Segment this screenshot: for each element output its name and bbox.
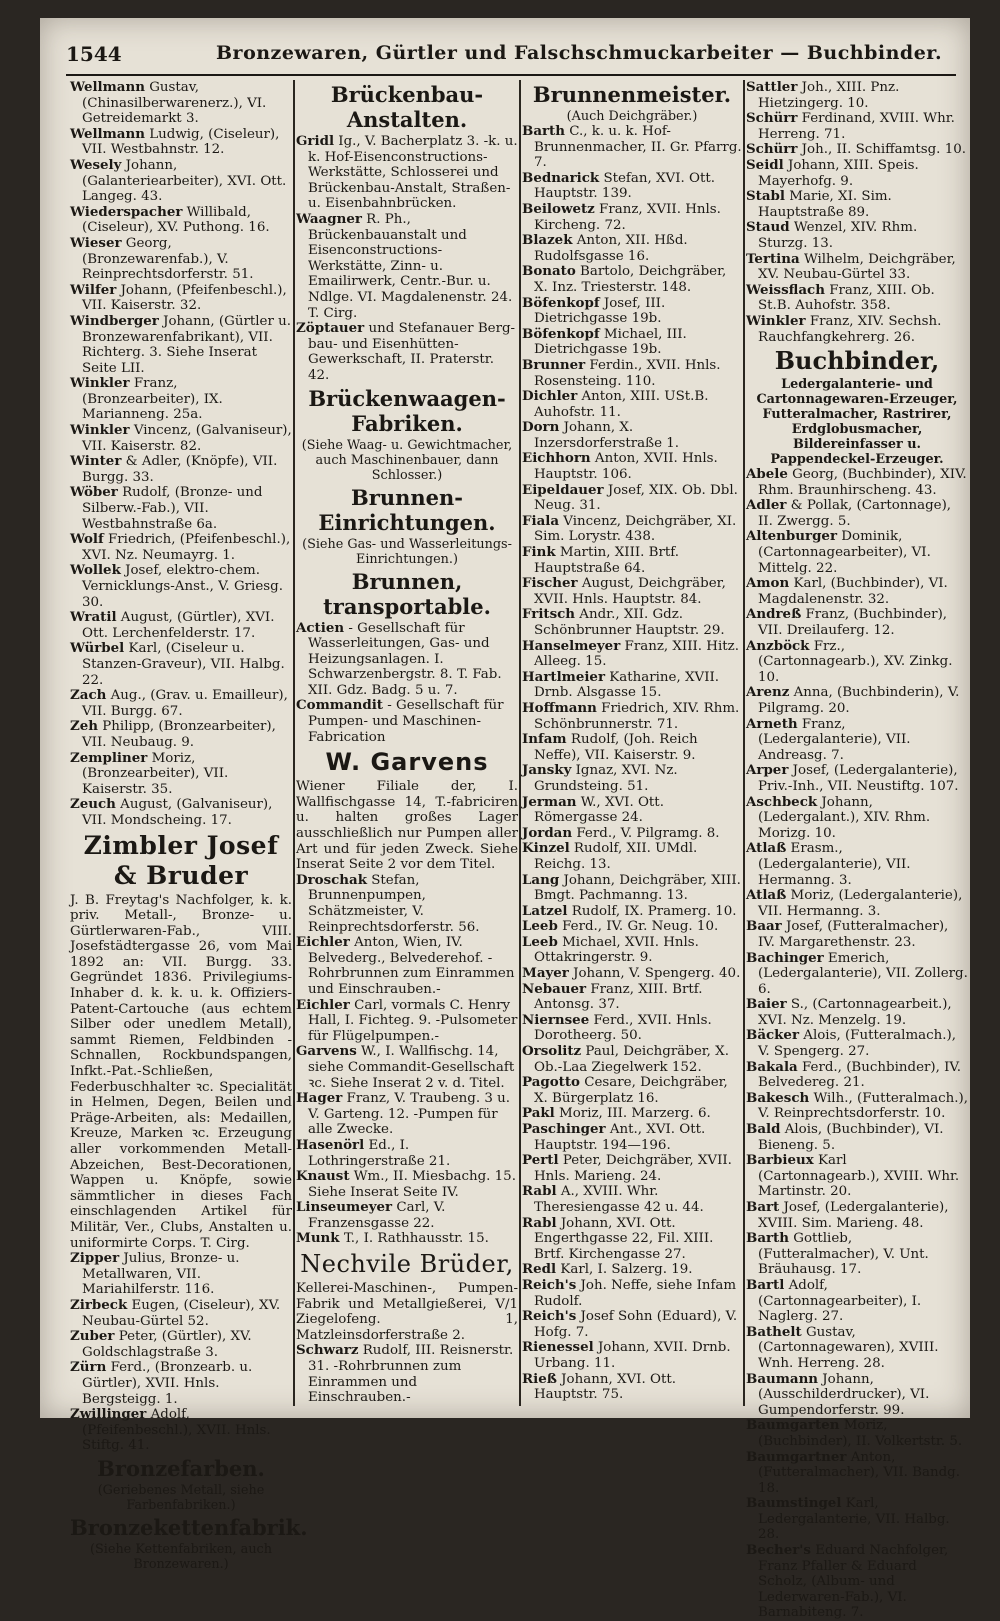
directory-entry: Munk T., I. Rathhausstr. 15. bbox=[296, 1230, 489, 1247]
directory-entry: Rienessel Johann, XVII. Drnb. Urbang. 11. bbox=[522, 1339, 731, 1371]
directory-entry: Baumgartner Anton, (Futteralmacher), VII. Bandg. 18. bbox=[746, 1448, 960, 1496]
section-heading: Brunnen, transportable. bbox=[323, 568, 491, 619]
directory-entry: Aschbeck Johann, (Ledergalant.), XIV. Rhm. Morizg. 10. bbox=[746, 793, 931, 841]
directory-entry: Wellmann Ludwig, (Ciseleur), VII. Westbahnstr. 12. bbox=[70, 125, 280, 158]
directory-entry: Waagner R. Ph., Brückenbauanstalt und Eisenconstructions-Werkstätte, Zinn- u. Emailirwerk, Centr.-Bur. u. Ndlge. VI. Magdalenenstr. 24. T. Cirg. bbox=[296, 210, 513, 321]
directory-entry: Schürr Ferdinand, XVIII. Whr. Herreng. 71. bbox=[746, 110, 955, 142]
directory-entry: Blazek Anton, XII. Hßd. Rudolfsgasse 16. bbox=[522, 232, 688, 264]
directory-entry: Barth C., k. u. k. Hof-Brunnenmacher, II. Gr. Pfarrg. 7. bbox=[522, 123, 742, 171]
directory-entry: Infam Rudolf, (Joh. Reich Neffe), VII. Kaiserstr. 9. bbox=[522, 731, 698, 763]
cross-reference-note: (Geriebenes Metall, siehe Farbenfabriken.) bbox=[97, 1482, 265, 1513]
directory-entry: Wiederspacher Willibald, (Ciseleur), XV. Puthong. 16. bbox=[70, 203, 270, 236]
column-divider bbox=[743, 80, 745, 1406]
directory-entry: Bachinger Emerich, (Ledergalanterie), VII. Zollerg. 6. bbox=[746, 949, 968, 997]
directory-entry: Zempliner Moriz, (Bronzearbeiter), VII. Kaiserstr. 35. bbox=[70, 749, 229, 797]
directory-entry: Baier S., (Cartonnagearbeit.), XVI. Nz. Menzelg. 19. bbox=[746, 996, 952, 1028]
directory-entry: Zeh Philipp, (Bronzearbeiter), VII. Neubaug. 9. bbox=[70, 718, 276, 750]
directory-entry: Rabl Johann, XVI. Ott. Engerthgasse 22, Fil. XIII. Brtf. Kirchengasse 27. bbox=[522, 1214, 714, 1262]
directory-entry: Hasenörl Ed., I. Lothringerstraße 21. bbox=[296, 1136, 451, 1169]
directory-entry: Paschinger Ant., XVI. Ott. Hauptstr. 194—196. bbox=[522, 1121, 706, 1153]
directory-entry: Würbel Karl, (Ciseleur u. Stanzen-Graveur), VII. Halbg. 22. bbox=[70, 640, 285, 688]
directory-entry: Reich's Joh. Neffe, siehe Infam Rudolf. bbox=[522, 1276, 737, 1309]
directory-entry: Wesely Johann, (Galanteriearbeiter), XVI. Ott. Langeg. 43. bbox=[70, 156, 287, 205]
directory-entry: Wöber Rudolf, (Bronze- und Silberw.-Fab.), VII. Westbahnstraße 6a. bbox=[70, 484, 263, 532]
directory-entry: Winkler Franz, XIV. Sechsh. Rauchfangkehrerg. 26. bbox=[746, 312, 942, 345]
directory-entry: Zirbeck Eugen, (Ciseleur), XV. Neubau-Gürtel 52. bbox=[70, 1296, 281, 1329]
directory-entry: Zipper Julius, Bronze- u. Metallwaren, VII. Mariahilferstr. 116. bbox=[70, 1250, 240, 1298]
directory-entry: Jordan Ferd., V. Pilgramg. 8. bbox=[522, 824, 720, 841]
directory-entry: Bart Josef, (Ledergalanterie), XVIII. Sim. Marieng. 48. bbox=[746, 1199, 949, 1231]
section-heading: Brückenwaagen-Fabriken. bbox=[308, 385, 506, 436]
directory-entry: Rieß Johann, XVI. Ott. Hauptstr. 75. bbox=[522, 1370, 676, 1403]
directory-entry: Mayer Johann, V. Spengerg. 40. bbox=[522, 965, 741, 982]
directory-entry: Hanselmeyer Franz, XIII. Hitz. Alleeg. 15. bbox=[522, 637, 739, 670]
directory-entry: Windberger Johann, (Gürtler u. Bronzewarenfabrikant), VII. Richterg. 3. Siehe Inserat Seite LII. bbox=[70, 312, 292, 376]
section-heading: Buchbinder, bbox=[774, 346, 940, 376]
directory-entry: Pagotto Cesare, Deichgräber, X. Bürgerplatz 16. bbox=[522, 1074, 728, 1106]
directory-entry: Nebauer Franz, XIII. Brtf. Antonsg. 37. bbox=[522, 980, 703, 1013]
directory-entry: Eipeldauer Josef, XIX. Ob. Dbl. Neug. 31. bbox=[522, 481, 738, 514]
directory-entry: Winkler Vincenz, (Galvaniseur), VII. Kaiserstr. 82. bbox=[70, 422, 292, 454]
directory-entry: Andreß Franz, (Buchbinder), VII. Dreilauferg. 12. bbox=[746, 606, 948, 639]
directory-entry: Dichler Anton, XIII. USt.B. Auhofstr. 11. bbox=[522, 388, 709, 420]
directory-entry: Brunner Ferdin., XVII. Hnls. Rosensteing. 110. bbox=[522, 356, 721, 389]
directory-entry: Anzböck Frz., (Cartonnagearb.), XV. Zinkg. 10. bbox=[746, 637, 953, 685]
directory-entry: Abele Georg, (Buchbinder), XIV. Rhm. Braunhirscheng. 43. bbox=[746, 466, 967, 498]
directory-entry: Sattler Joh., XIII. Pnz. Hietzingerg. 10. bbox=[746, 79, 900, 111]
advertisement-text: J. B. Freytag's Nachfolger, k. k. priv. Metall-, Bronze- u. Gürtlerwaren-Fab., VIII. Josefstädtergasse 26, vom Mai 1892 an: VII. Burgg. 33. Gegründet 1836. Privilegiums-Inhaber d. k. k. u. k. Offiziers-Patent-Cartouche (aus echtem Silber oder unedlem Metall), sammt Riemen, Feldbinden - Schnallen, Rockbundspangen, Infkt.-Pat.-Schließen, Federbuschhalter ꝛc. Specialität in Helmen, Degen, Beilen und Präge-Arbeiten, als: Medaillen, Kreuze, Marken ꝛc. Erzeugung aller vorkommenden Metall-Abzeichen, Best-Decorationen, Wappen u. Knöpfe, sowie sämmtlicher in dieses Fach einschlagenden Artikel für Militär, Ver., Clubs, Anstalten u. uniformirte Corps. T. Cirg. bbox=[70, 892, 292, 1251]
directory-entry: Garvens W., I. Wallfischg. 14, siehe Commandit-Gesellschaft ꝛc. Siehe Inserat 2 v. d. Titel. bbox=[296, 1043, 515, 1091]
directory-entry: Arper Josef, (Ledergalanterie), Priv.-Inh., VII. Neustiftg. 107. bbox=[746, 762, 959, 794]
directory-entry: Beilowetz Franz, XVII. Hnls. Kircheng. 72. bbox=[522, 200, 721, 233]
column-2 bbox=[296, 80, 518, 1408]
directory-entry: Tertina Wilhelm, Deichgräber, XV. Neubau-Gürtel 33. bbox=[746, 250, 956, 283]
running-head: Bronzewaren, Gürtler und Falschschmuckarbeiter — Buchbinder. bbox=[216, 42, 943, 64]
directory-entry: Wieser Georg, (Bronzewarenfab.), V. Reinprechtsdorferstr. 51. bbox=[70, 234, 254, 283]
directory-entry: Fritsch Andr., XII. Gdz. Schönbrunner Hauptstr. 29. bbox=[522, 606, 725, 638]
section-heading: Brückenbau-Anstalten. bbox=[330, 82, 484, 132]
directory-entry: Wilfer Johann, (Pfeifenbeschl.), VII. Kaiserstr. 32. bbox=[70, 281, 287, 314]
cross-reference-note: (Siehe Kettenfabriken, auch Bronzewaren.) bbox=[90, 1541, 272, 1572]
directory-entry: Becher's Eduard Nachfolger, Franz Pfaller & Eduard Scholz, (Album- und Lederwaren-Fab.), VI. Barnabiteng. 7. bbox=[746, 1542, 949, 1621]
directory-entry: Atlaß Moriz, (Ledergalanterie), VII. Hermanng. 3. bbox=[746, 887, 963, 919]
directory-entry: Jansky Ignaz, XVI. Nz. Grundsteing. 51. bbox=[522, 762, 678, 794]
directory-entry: Baumstingel Karl, Ledergalanterie, VII. Halbg. 28. bbox=[746, 1495, 950, 1543]
directory-entry: Schwarz Rudolf, III. Reisnerstr. 31. -Rohrbrunnen zum Einrammen und Einschrauben.- bbox=[296, 1342, 514, 1406]
directory-entry: Droschak Stefan, Brunnenpumpen, Schätzmeister, V. Reinprechtsdorferstr. 56. bbox=[296, 871, 480, 935]
directory-entry: Winter & Adler, (Knöpfe), VII. Burgg. 33. bbox=[70, 453, 278, 485]
section-heading: Brunnenmeister. bbox=[532, 82, 732, 107]
directory-entry: Zach Aug., (Grav. u. Emailleur), VII. Burgg. 67. bbox=[70, 687, 288, 719]
directory-entry: Baar Josef, (Futteralmacher), IV. Margarethenstr. 23. bbox=[746, 918, 949, 950]
directory-entry: Wollek Josef, elektro-chem. Vernicklungs-Anst., V. Griesg. 30. bbox=[70, 562, 283, 610]
directory-entry: Bartl Adolf, (Cartonnagearbeiter), I. Naglerg. 27. bbox=[746, 1276, 922, 1325]
directory-entry: Rabl A., XVIII. Whr. Theresiengasse 42 u. 44. bbox=[522, 1183, 704, 1215]
directory-entry: Wellmann Gustav, (Chinasilberwarenerz.), VI. Getreidemarkt 3. bbox=[70, 79, 267, 127]
directory-entry: Leeb Ferd., IV. Gr. Neug. 10. bbox=[522, 918, 719, 935]
column-divider bbox=[293, 80, 295, 1406]
page-number: 1544 bbox=[66, 42, 122, 66]
directory-entry: Wolf Friedrich, (Pfeifenbeschl.), XVI. Nz. Neumayrg. 1. bbox=[70, 531, 291, 563]
directory-entry: Niernsee Ferd., XVII. Hnls. Dorotheerg. 50. bbox=[522, 1011, 712, 1044]
directory-entry: Gridl Ig., V. Bacherplatz 3. -k. u. k. Hof-Eisenconstructions-Werkstätte, Schlosserei und Brückenbau-Anstalt, Straßen- u. Eisenbahnbrücken. bbox=[296, 133, 518, 212]
directory-entry: Baumgarten Moriz, (Buchbinder), II. Volkertstr. 5. bbox=[746, 1417, 963, 1449]
directory-entry: Bathelt Gustav, (Cartonnagewaren), XVIII. Wnh. Herreng. 28. bbox=[746, 1323, 939, 1371]
directory-entry: Eichler Carl, vormals C. Henry Hall, I. Fichteg. 9. -Pulsometer für Flügelpumpen.- bbox=[296, 996, 518, 1044]
directory-entry: Reich's Josef Sohn (Eduard), V. Hofg. 7. bbox=[522, 1308, 738, 1340]
directory-entry: Adler & Pollak, (Cartonnage), II. Zwergg. 5. bbox=[746, 497, 952, 529]
directory-entry: Zürn Ferd., (Bronzearb. u. Gürtler), XVII. Hnls. Bergsteigg. 1. bbox=[70, 1359, 253, 1407]
directory-entry: Kinzel Rudolf, XII. UMdl. Reichg. 13. bbox=[522, 840, 698, 872]
directory-entry: Leeb Michael, XVII. Hnls. Ottakringerstr. 9. bbox=[522, 933, 699, 966]
directory-entry: Fink Martin, XIII. Brtf. Hauptstraße 64. bbox=[522, 544, 680, 576]
directory-entry: Barbieux Karl (Cartonnagearb.), XVIII. Whr. Martinstr. 20. bbox=[746, 1152, 960, 1200]
directory-entry: Altenburger Dominik, (Cartonnagearbeiter), VI. Mittelg. 22. bbox=[746, 528, 931, 576]
directory-entry: Stabl Marie, XI. Sim. Hauptstraße 89. bbox=[746, 188, 892, 220]
firm-name: Nechvile Brüder, bbox=[300, 1250, 514, 1279]
directory-entry: Hager Franz, V. Traubeng. 3 u. V. Garteng. 12. -Pumpen für alle Zwecke. bbox=[296, 1090, 511, 1138]
section-heading: Brunnen-Einrichtungen. bbox=[318, 484, 496, 535]
directory-entry: Staud Wenzel, XIV. Rhm. Sturzg. 13. bbox=[746, 219, 918, 251]
directory-entry: Amon Karl, (Buchbinder), VI. Magdalenenstr. 32. bbox=[746, 575, 948, 607]
cross-reference-note: (Auch Deichgräber.) bbox=[566, 109, 698, 124]
directory-entry: Eichler Anton, Wien, IV. Belvederg., Belvederehof. -Rohrbrunnen zum Einrammen und Einschrauben.- bbox=[296, 934, 515, 997]
directory-entry: Fiala Vincenz, Deichgräber, XI. Sim. Lorystr. 438. bbox=[522, 512, 737, 545]
directory-entry: Fischer August, Deichgräber, XVII. Hnls. Hauptstr. 84. bbox=[522, 575, 726, 607]
directory-entry: Bonato Bartolo, Deichgräber, X. Inz. Triesterstr. 148. bbox=[522, 263, 727, 295]
directory-entry: Lang Johann, Deichgräber, XIII. Bmgt. Pachmanng. 13. bbox=[522, 871, 741, 904]
directory-entry: Hartlmeier Katharine, XVII. Drnb. Alsgasse 15. bbox=[522, 668, 720, 701]
column-divider bbox=[519, 80, 521, 1406]
directory-entry: Eichhorn Anton, XVII. Hnls. Hauptstr. 106. bbox=[522, 450, 718, 483]
directory-entry: Jerman W., XVI. Ott. Römergasse 24. bbox=[522, 793, 664, 826]
directory-entry: Dorn Johann, X. Inzersdorferstraße 1. bbox=[522, 419, 680, 451]
directory-entry: Arneth Franz, (Ledergalanterie), VII. Andreasg. 7. bbox=[746, 715, 911, 763]
directory-entry: Zöptauer und Stefanauer Berg-bau- und Eisenhütten-Gewerkschaft, II. Praterstr. 42. bbox=[296, 320, 516, 383]
directory-entry: Baumann Johann, (Ausschilderdrucker), VI. Gumpendorferstr. 99. bbox=[746, 1370, 930, 1418]
directory-entry: Orsolitz Paul, Deichgräber, X. Ob.-Laa Ziegelwerk 152. bbox=[522, 1043, 729, 1075]
directory-entry: Schürr Joh., II. Schiffamtsg. 10. bbox=[746, 141, 966, 158]
directory-entry: Linseumeyer Carl, V. Franzensgasse 22. bbox=[296, 1199, 446, 1231]
directory-entry: Redl Karl, I. Salzerg. 19. bbox=[522, 1261, 693, 1278]
directory-entry: Weissflach Franz, XIII. Ob. St.B. Auhofstr. 358. bbox=[746, 281, 935, 314]
directory-entry: Bednarick Stefan, XVI. Ott. Hauptstr. 139. bbox=[522, 169, 716, 202]
directory-entry: Barth Gottlieb, (Futteralmacher), V. Unt. Bräuhausg. 17. bbox=[746, 1230, 929, 1278]
directory-entry: Seidl Johann, XIII. Speis. Mayerhofg. 9. bbox=[746, 156, 919, 189]
directory-page bbox=[40, 18, 970, 1621]
directory-entry: Latzel Rudolf, IX. Pramerg. 10. bbox=[522, 902, 737, 919]
directory-entry: Atlaß Erasm., (Ledergalanterie), VII. Hermanng. 3. bbox=[746, 840, 911, 888]
cross-reference-note: (Siehe Gas- und Wasserleitungs-Einrichtungen.) bbox=[302, 536, 512, 567]
page-header bbox=[66, 40, 956, 76]
directory-entry: Böfenkopf Josef, III. Dietrichgasse 19b. bbox=[522, 294, 666, 327]
column-4 bbox=[746, 79, 969, 1621]
firm-name: W. Garvens bbox=[325, 748, 489, 777]
directory-entry: Actien - Gesellschaft für Wasserleitungen, Gas- und Heizungsanlagen. I. Schwarzenbergstr. 8. T. Fab. XII. Gdz. Badg. 5 u. 7. bbox=[296, 619, 502, 698]
directory-entry: Zwillinger Adolf, (Pfeifenbeschl.), XVII. Hnls. Stiftg. 41. bbox=[70, 1406, 271, 1454]
directory-entry: Knaust Wm., II. Miesbachg. 15. Siehe Inserat Seite IV. bbox=[296, 1168, 516, 1200]
directory-entry: Commandit - Gesellschaft für Pumpen- und Maschinen-Fabrication bbox=[296, 697, 504, 745]
directory-entry: Pertl Peter, Deichgräber, XVII. Hnls. Marieng. 24. bbox=[522, 1152, 732, 1184]
section-subheading: Ledergalanterie- und Cartonnagewaren-Erzeuger, Futteralmacher, Rastrirer, Erdglobusmacher, Bildereinfasser u. Pappendeckel-Erzeuger. bbox=[756, 377, 958, 468]
directory-entry: Pakl Moriz, III. Marzerg. 6. bbox=[522, 1105, 711, 1122]
advertisement-text: Wiener Filiale der, I. Wallfischgasse 14, T.-fabriciren u. halten großes Lager ausschließlich nur Pumpen aller Art und für jeden Zweck. Siehe Inserat Seite 2 vor dem Titel. bbox=[296, 779, 518, 873]
cross-reference-note: (Siehe Waag- u. Gewichtmacher, auch Maschinenbauer, dann Schlosser.) bbox=[301, 437, 513, 483]
column-1 bbox=[70, 79, 308, 1572]
directory-entry: Arenz Anna, (Buchbinderin), V. Pilgramg. 20. bbox=[746, 684, 960, 716]
column-3 bbox=[522, 80, 742, 1408]
directory-entry: Hoffmann Friedrich, XIV. Rhm. Schönbrunnerstr. 71. bbox=[522, 699, 740, 732]
section-heading: Bronzefarben. bbox=[97, 1455, 265, 1481]
directory-entry: Winkler Franz, (Bronzearbeiter), IX. Marianneng. 25a. bbox=[70, 375, 223, 423]
advertisement-text: Kellerei-Maschinen-, Pumpen-Fabrik und Metallgießerei, V/1 Ziegelofeng. 1, Matzleinsdorferstraße 2. bbox=[296, 1281, 518, 1343]
directory-entry: Wratil August, (Gürtler), XVI. Ott. Lerchenfelderstr. 17. bbox=[70, 609, 275, 641]
directory-entry: Zuber Peter, (Gürtler), XV. Goldschlagstraße 3. bbox=[70, 1328, 252, 1360]
section-heading: Bronzekettenfabrik. bbox=[70, 1514, 308, 1540]
directory-entry: Zeuch August, (Galvaniseur), VII. Mondscheing. 17. bbox=[70, 796, 273, 828]
directory-entry: Bakesch Wilh., (Futteralmach.), V. Reinprechtsdorferstr. 10. bbox=[746, 1089, 969, 1122]
directory-entry: Bald Alois, (Buchbinder), VI. Bieneng. 5. bbox=[746, 1121, 944, 1153]
directory-entry: Böfenkopf Michael, III. Dietrichgasse 19b. bbox=[522, 325, 687, 358]
directory-entry: Bakala Ferd., (Buchbinder), IV. Belvedereg. 21. bbox=[746, 1058, 962, 1091]
firm-name: Zimbler Josef & Bruder bbox=[83, 830, 279, 890]
directory-entry: Bäcker Alois, (Futteralmach.), V. Spengerg. 27. bbox=[746, 1027, 956, 1060]
